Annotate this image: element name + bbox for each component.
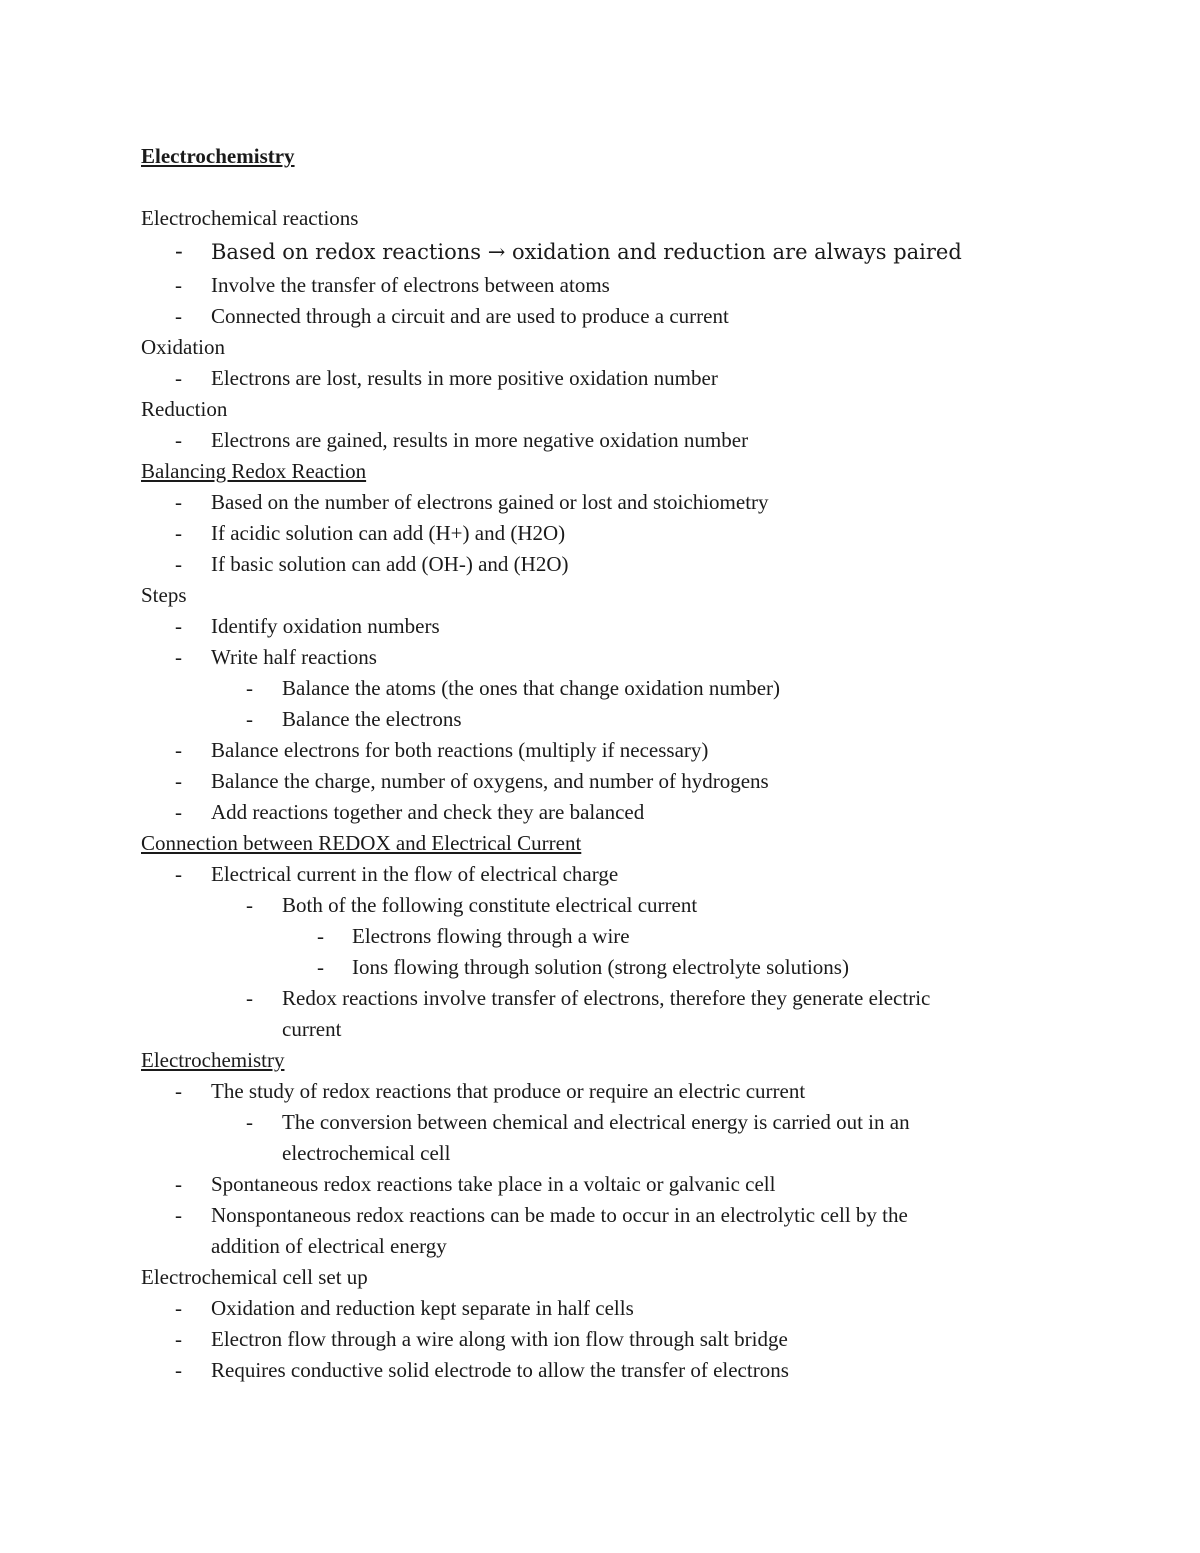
- section-heading: [141, 332, 1141, 363]
- bullet-item: [141, 611, 1141, 642]
- line-text: Spontaneous redox reactions take place in a voltaic or galvanic cell: [211, 1172, 776, 1196]
- bullet-dash: -: [175, 614, 182, 638]
- bullet-dash: -: [175, 800, 182, 824]
- bullet-item: [141, 1076, 1141, 1107]
- bullet-item: [141, 735, 1141, 766]
- bullet-dash: -: [175, 645, 182, 669]
- bullet-item: [141, 704, 1141, 735]
- bullet-item: [141, 1200, 1141, 1231]
- line-text: Steps: [141, 583, 187, 607]
- line-text: Redox reactions involve transfer of electrons, therefore they generate electric: [282, 986, 931, 1010]
- line-text: Requires conductive solid electrode to allow the transfer of electrons: [211, 1358, 789, 1382]
- line-text: Based on redox reactions → oxidation and reduction are always paired: [211, 240, 962, 264]
- line-text: Balance the electrons: [282, 707, 462, 731]
- line-text: Electrons are gained, results in more negative oxidation number: [211, 428, 749, 452]
- bullet-dash: -: [246, 707, 253, 731]
- line-text: Connection between REDOX and Electrical Current: [141, 831, 582, 855]
- bullet-item: [141, 952, 1141, 983]
- line-text: The study of redox reactions that produce or require an electric current: [211, 1079, 806, 1103]
- bullet-dash: -: [175, 1358, 182, 1382]
- bullet-dash: -: [317, 924, 324, 948]
- bullet-item: [141, 301, 1141, 332]
- section-heading: [141, 1262, 1141, 1293]
- section-heading: [141, 580, 1141, 611]
- bullet-dash: -: [246, 986, 253, 1010]
- bullet-item: [141, 859, 1141, 890]
- line-text: If acidic solution can add (H+) and (H2O): [211, 521, 566, 545]
- bullet-dash: -: [246, 676, 253, 700]
- line-text: Ions flowing through solution (strong electrolyte solutions): [352, 955, 849, 979]
- bullet-item: [141, 518, 1141, 549]
- section-heading: [141, 203, 1141, 234]
- bullet-dash: -: [175, 1203, 182, 1227]
- line-text: If basic solution can add (OH-) and (H2O): [211, 552, 569, 576]
- bullet-dash: -: [317, 955, 324, 979]
- bullet-dash: -: [175, 273, 182, 297]
- bullet-dash: -: [175, 1079, 182, 1103]
- bullet-dash: -: [175, 490, 182, 514]
- bullet-item: [141, 983, 1141, 1014]
- bullet-item: [141, 1169, 1141, 1200]
- bullet-dash: -: [246, 893, 253, 917]
- bullet-item: [141, 1107, 1141, 1138]
- bullet-item: [141, 766, 1141, 797]
- bullet-dash: -: [246, 1110, 253, 1134]
- bullet-item: [141, 363, 1141, 394]
- line-text: Write half reactions: [211, 645, 377, 669]
- line-text: Electrical current in the flow of electrical charge: [211, 862, 619, 886]
- line-text: Both of the following constitute electrical current: [282, 893, 698, 917]
- line-text: Identify oxidation numbers: [211, 614, 440, 638]
- line-text: Balance the atoms (the ones that change oxidation number): [282, 676, 781, 700]
- line-text: Balance the charge, number of oxygens, and number of hydrogens: [211, 769, 769, 793]
- bullet-item: [141, 1014, 1141, 1045]
- bullet-item: [141, 270, 1141, 301]
- bullet-dash: -: [175, 1327, 182, 1351]
- line-text: Electrons are lost, results in more positive oxidation number: [211, 366, 718, 390]
- bullet-dash: -: [175, 769, 182, 793]
- bullet-item: [141, 425, 1141, 456]
- section-heading: [141, 456, 1141, 487]
- bullet-dash: -: [175, 239, 183, 265]
- bullet-dash: -: [175, 552, 182, 576]
- section-heading: [141, 828, 1141, 859]
- bullet-item: [141, 1138, 1141, 1169]
- bullet-item: [141, 549, 1141, 580]
- bullet-item: [141, 673, 1141, 704]
- line-text: Electrochemical cell set up: [141, 1265, 368, 1289]
- line-text: electrochemical cell: [282, 1141, 451, 1165]
- line-text: Oxidation: [141, 335, 225, 359]
- bullet-item: [141, 797, 1141, 828]
- line-text: Connected through a circuit and are used to produce a current: [211, 304, 729, 328]
- line-text: Electrochemical reactions: [141, 206, 359, 230]
- bullet-item: [141, 921, 1141, 952]
- bullet-item: [141, 1355, 1141, 1386]
- line-text: Based on the number of electrons gained or lost and stoichiometry: [211, 490, 769, 514]
- bullet-item: [141, 642, 1141, 673]
- bullet-item: [141, 234, 1141, 270]
- line-text: Balancing Redox Reaction: [141, 459, 367, 483]
- bullet-item: [141, 1231, 1141, 1262]
- bullet-dash: -: [175, 862, 182, 886]
- bullet-dash: -: [175, 304, 182, 328]
- line-text: Electron flow through a wire along with ion flow through salt bridge: [211, 1327, 788, 1351]
- bullet-dash: -: [175, 366, 182, 390]
- line-text: current: [282, 1017, 342, 1041]
- line-text: Add reactions together and check they are balanced: [211, 800, 645, 824]
- bullet-dash: -: [175, 521, 182, 545]
- line-text: The conversion between chemical and electrical energy is carried out in an: [282, 1110, 910, 1134]
- line-text: Balance electrons for both reactions (multiply if necessary): [211, 738, 709, 762]
- line-text: Electrochemistry: [141, 1048, 285, 1072]
- notes-body: [141, 203, 1141, 1386]
- line-text: Electrons flowing through a wire: [352, 924, 630, 948]
- line-text: addition of electrical energy: [211, 1234, 447, 1258]
- section-heading: [141, 1045, 1141, 1076]
- bullet-dash: -: [175, 428, 182, 452]
- document-title: Electrochemistry: [141, 144, 295, 168]
- section-heading: [141, 394, 1141, 425]
- bullet-dash: -: [175, 738, 182, 762]
- line-text: Reduction: [141, 397, 228, 421]
- bullet-item: [141, 1293, 1141, 1324]
- bullet-dash: -: [175, 1296, 182, 1320]
- bullet-dash: -: [175, 1172, 182, 1196]
- line-text: Involve the transfer of electrons between atoms: [211, 273, 610, 297]
- bullet-item: [141, 487, 1141, 518]
- bullet-item: [141, 890, 1141, 921]
- line-text: Nonspontaneous redox reactions can be made to occur in an electrolytic cell by the: [211, 1203, 908, 1227]
- line-text: Oxidation and reduction kept separate in half cells: [211, 1296, 634, 1320]
- bullet-item: [141, 1324, 1141, 1355]
